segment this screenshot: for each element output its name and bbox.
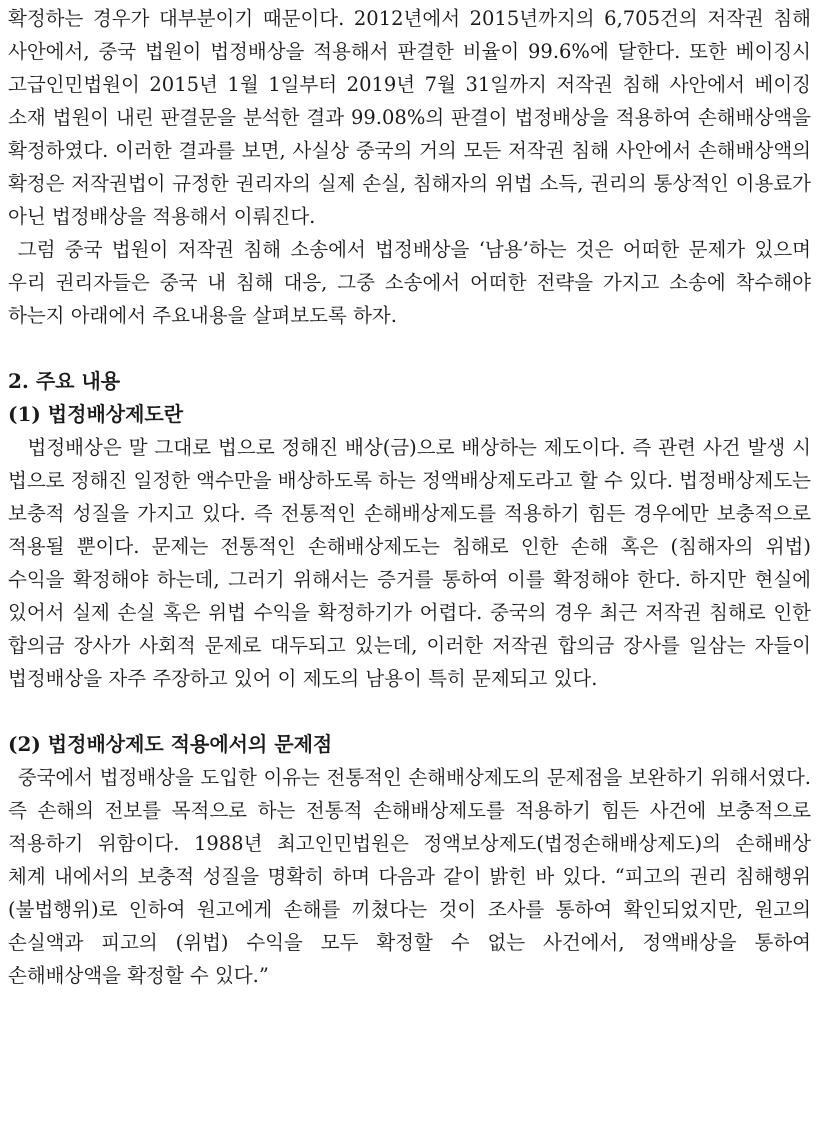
section-heading: 2. 주요 내용 [8,369,121,393]
paragraph-statutory-damages-definition: 법정배상은 말 그대로 법으로 정해진 배상(금)으로 배상하는 제도이다. 즉 관련 사건 발생 시 법으로 정해진 일정한 액수만을 배상하도록 하는 정액배상제도라고 할 수 있다. 법정배상제도는 보충적 성질을 가지고 있다. 즉 전통적인 손해배상제도를 적용하기 힘든 경우에만 보충적으로 적용될 뿐이다. 문제는 전통적인 손해배상제도는 침해로 인한 손해 혹은 (침해자의 위법) 수익을 확정해야 하는데, 그러기 위해서는 증거를 통하여 이를 확정해야 한다. 하지만 현실에 있어서 실제 손실 혹은 위법 수익을 확정하기가 어렵다. 중국의 경우 최근 저작권 침해로 인한 합의금 장사가 사회적 문제로 대두되고 있는데, 이러한 저작권 합의금 장사를 일삼는 자들이 법정배상을 자주 주장하고 있어 이 제도의 남용이 특히 문제되고 있다. [8,436,811,690]
subsection-heading-2: (2) 법정배상제도 적용에서의 문제점 [8,732,333,756]
paragraph-intro-question: 그럼 중국 법원이 저작권 침해 소송에서 법정배상을 ‘남용’하는 것은 어떠한 문제가 있으며 우리 권리자들은 중국 내 침해 대응, 그중 소송에서 어떠한 전략을 가지고 소송에 착수해야 하는지 아래에서 주요내용을 살펴보도록 하자. [8,238,811,327]
spacer [8,332,811,365]
paragraph-statutory-damages-problems: 중국에서 법정배상을 도입한 이유는 전통적인 손해배상제도의 문제점을 보완하기 위해서였다. 즉 손해의 전보를 목적으로 하는 전통적 손해배상제도를 적용하기 힘든 사건에 보충적으로 적용하기 위함이다. 1988년 최고인민법원은 정액보상제도(법정손해배상제도)의 손해배상 체계 내에서의 보충적 성질을 명확히 하며 다음과 같이 밝힌 바 있다. “피고의 권리 침해행위(불법행위)로 인하여 원고에게 손해를 끼쳤다는 것이 조사를 통하여 확인되었지만, 원고의 손실액과 피고의 (위법) 수익을 모두 확정할 수 없는 사건에서, 정액배상을 통하여 손해배상액을 확정할 수 있다.” [8,766,811,987]
spacer [8,695,811,728]
subsection-heading-1: (1) 법정배상제도란 [8,402,184,426]
paragraph-damage-statistics: 확정하는 경우가 대부분이기 때문이다. 2012년에서 2015년까지의 6,705건의 저작권 침해 사안에서, 중국 법원이 법정배상을 적용해서 판결한 비율이 99.6%에 달한다. 또한 베이징시 고급인민법원이 2015년 1월 1일부터 2019년 7월 31일까지 저작권 침해 사안에서 베이징 소재 법원이 내린 판결문을 분석한 결과 99.08%의 판결이 법정배상을 적용하여 손해배상액을 확정하였다. 이러한 결과를 보면, 사실상 중국의 거의 모든 저작권 침해 사안에서 손해배상액의 확정은 저작권법이 규정한 권리자의 실제 손실, 침해자의 위법 소득, 권리의 통상적인 이용료가 아닌 법정배상을 적용해서 이뤄진다. [8,7,811,228]
document-page [8,2,811,992]
